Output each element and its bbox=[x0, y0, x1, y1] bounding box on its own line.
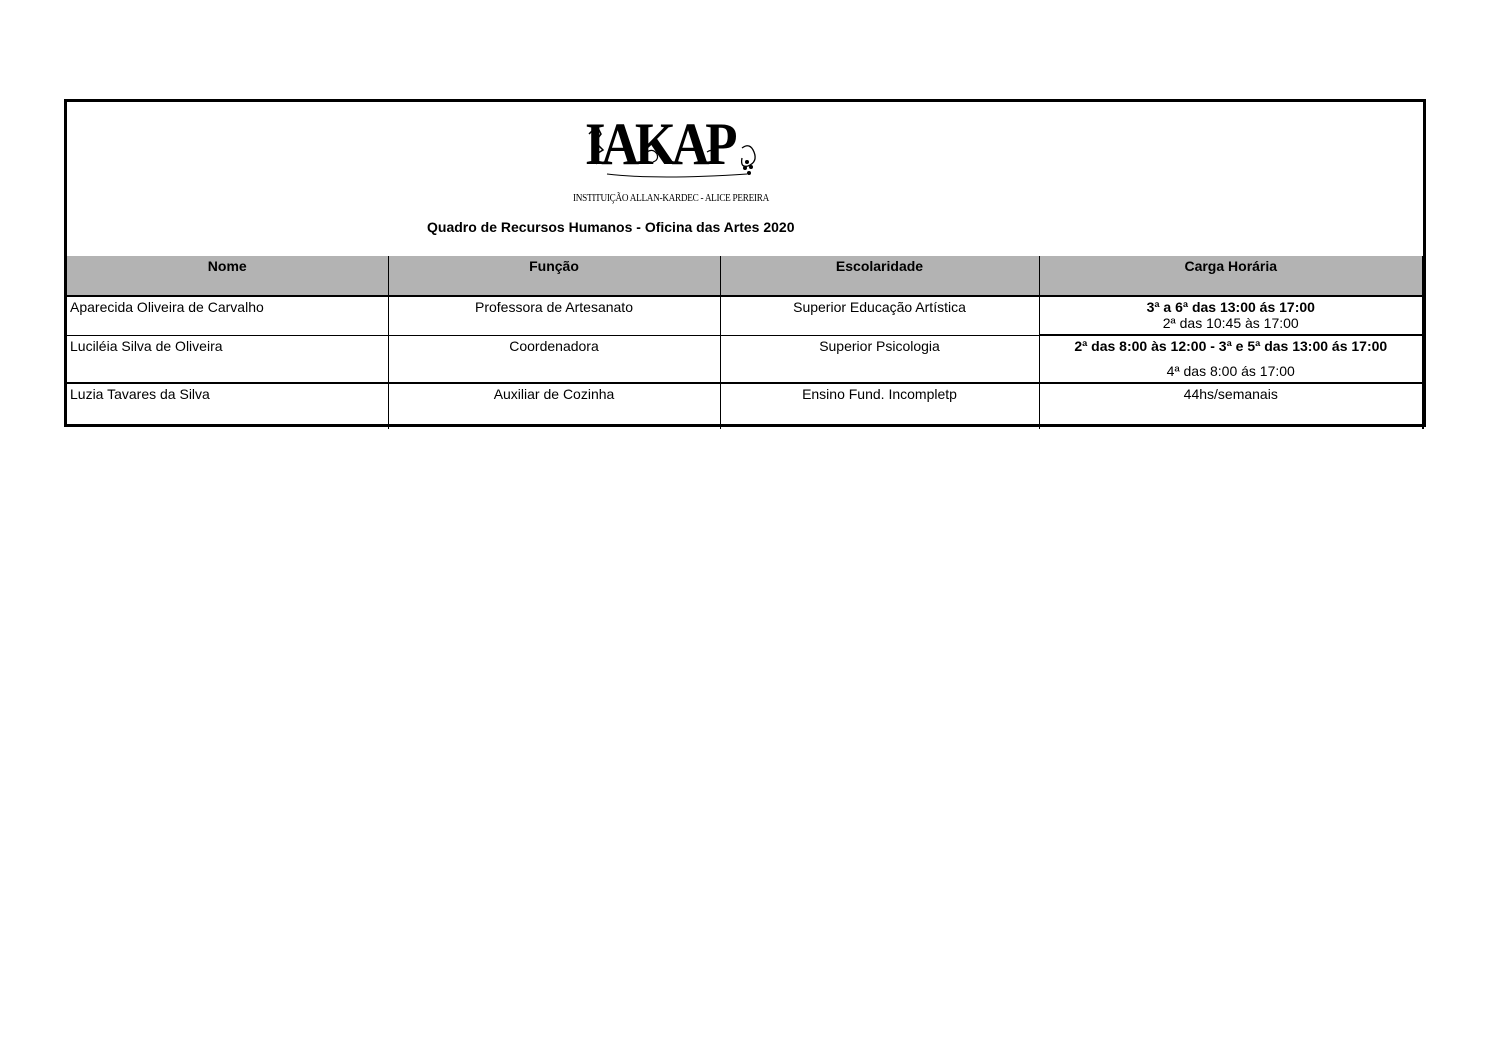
table-row bbox=[67, 296, 1423, 335]
cell-nome: Luzia Tavares da Silva bbox=[67, 383, 388, 429]
cell-funcao: Coordenadora bbox=[388, 335, 720, 383]
document-title: Quadro de Recursos Humanos - Oficina das Artes 2020 bbox=[427, 219, 795, 235]
cell-carga-horaria bbox=[1039, 383, 1423, 429]
schedule-main: 3ª a 6ª das 13:00 ás 17:00 bbox=[1146, 299, 1315, 315]
schedule-main: 2ª das 8:00 às 12:00 - 3ª e 5ª das 13:00 ás 17:00 bbox=[1074, 338, 1388, 354]
cell-escolaridade: Superior Educação Artística bbox=[720, 296, 1039, 335]
cell-carga-horaria bbox=[1039, 296, 1423, 335]
document-sheet bbox=[64, 99, 1426, 427]
document-header bbox=[67, 102, 1423, 258]
schedule-secondary: 4ª das 8:00 ás 17:00 bbox=[1166, 363, 1295, 379]
column-header-escolaridade: Escolaridade bbox=[720, 256, 1039, 296]
table-row bbox=[67, 335, 1423, 383]
column-header-funcao: Função bbox=[388, 256, 720, 296]
cell-carga-horaria bbox=[1039, 335, 1423, 383]
column-header-nome: Nome bbox=[67, 256, 388, 296]
table-header-row bbox=[67, 256, 1423, 296]
logo-subtitle: INSTITUIÇÃO ALLAN-KARDEC - ALICE PEREIRA bbox=[573, 193, 769, 204]
cell-funcao: Auxiliar de Cozinha bbox=[388, 383, 720, 429]
cell-funcao: Professora de Artesanato bbox=[388, 296, 720, 335]
logo-wordmark: IAKAP bbox=[585, 111, 734, 177]
cell-escolaridade: Ensino Fund. Incompletp bbox=[720, 383, 1039, 429]
cell-nome: Luciléia Silva de Oliveira bbox=[67, 335, 388, 383]
institution-logo bbox=[567, 112, 787, 212]
staff-table bbox=[67, 256, 1424, 429]
schedule-secondary: 44hs/semanais bbox=[1183, 386, 1278, 402]
cell-nome: Aparecida Oliveira de Carvalho bbox=[67, 296, 388, 335]
cell-escolaridade: Superior Psicologia bbox=[720, 335, 1039, 383]
column-header-carga-horaria: Carga Horária bbox=[1039, 256, 1423, 296]
schedule-secondary: 2ª das 10:45 às 17:00 bbox=[1162, 315, 1299, 331]
table-row bbox=[67, 383, 1423, 429]
